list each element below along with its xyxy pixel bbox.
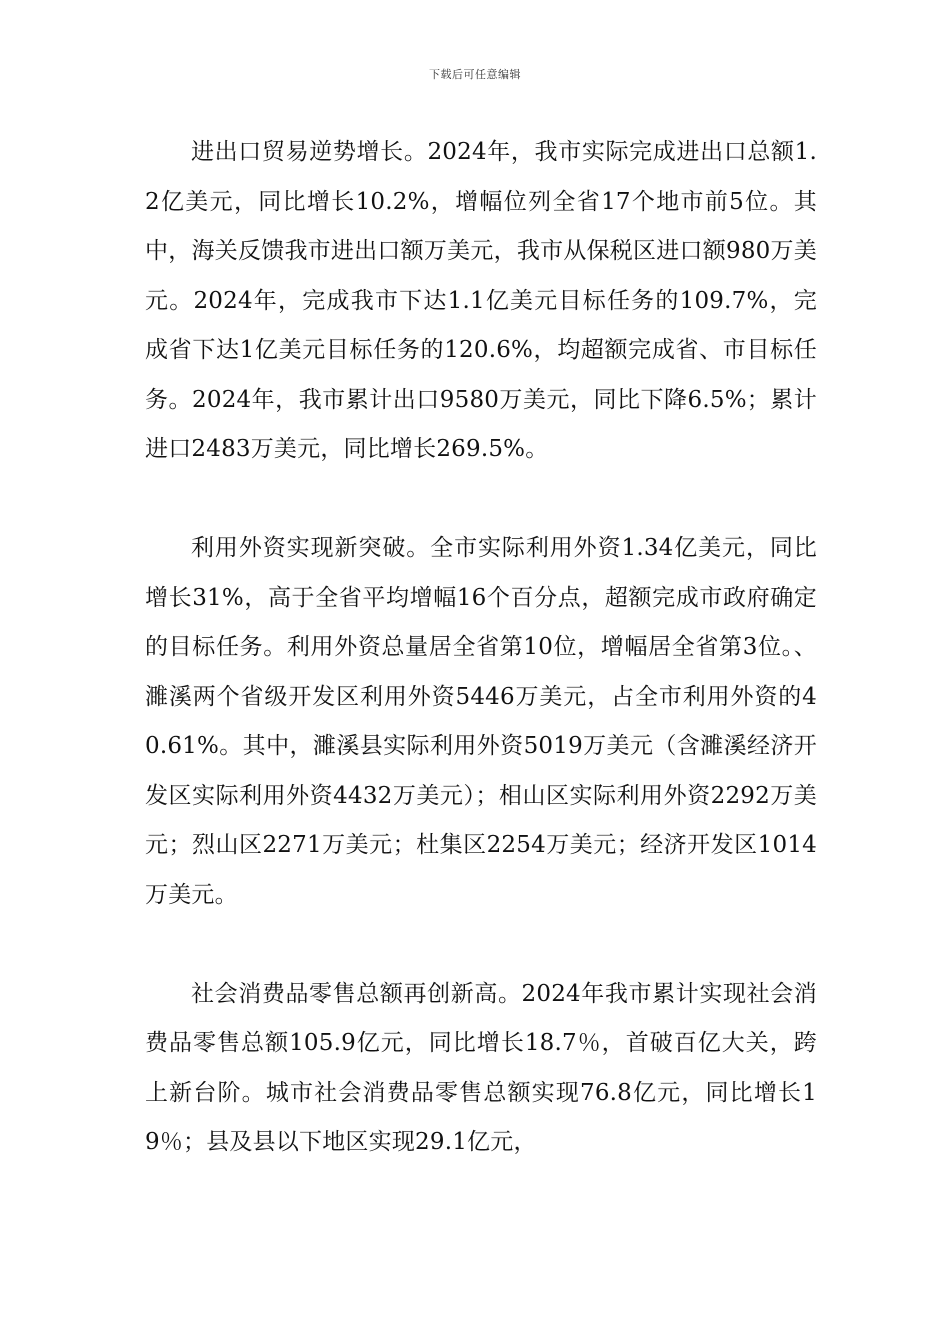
- page-header: 下载后可任意编辑: [429, 68, 521, 81]
- document-body: [145, 128, 817, 1168]
- paragraph-foreign-investment: 利用外资实现新突破。全市实际利用外资1.34亿美元，同比增长31%，高于全省平均增幅16个百分点，超额完成市政府确定的目标任务。利用外资总量居全省第10位，增幅居全省第3位。、濉溪两个省级开发区利用外资5446万美元，占全市利用外资的40.61%。其中，濉溪县实际利用外资5019万美元（含濉溪经济开发区实际利用外资4432万美元）；相山区实际利用外资2292万美元；烈山区2271万美元；杜集区2254万美元；经济开发区1014万美元。: [145, 535, 817, 908]
- paragraph-trade: 进出口贸易逆势增长。2024年，我市实际完成进出口总额1.2亿美元，同比增长10.2%，增幅位列全省17个地市前5位。其中，海关反馈我市进出口额万美元，我市从保税区进口额980万美元。2024年，完成我市下达1.1亿美元目标任务的109.7%，完成省下达1亿美元目标任务的120.6%，均超额完成省、市目标任务。2024年，我市累计出口9580万美元，同比下降6.5%；累计进口2483万美元，同比增长269.5%。: [145, 139, 817, 462]
- paragraph-retail-sales: 社会消费品零售总额再创新高。2024年我市累计实现社会消费品零售总额105.9亿元，同比增长18.7％，首破百亿大关，跨上新台阶。城市社会消费品零售总额实现76.8亿元，同比增长19％；县及县以下地区实现29.1亿元，: [145, 980, 817, 1155]
